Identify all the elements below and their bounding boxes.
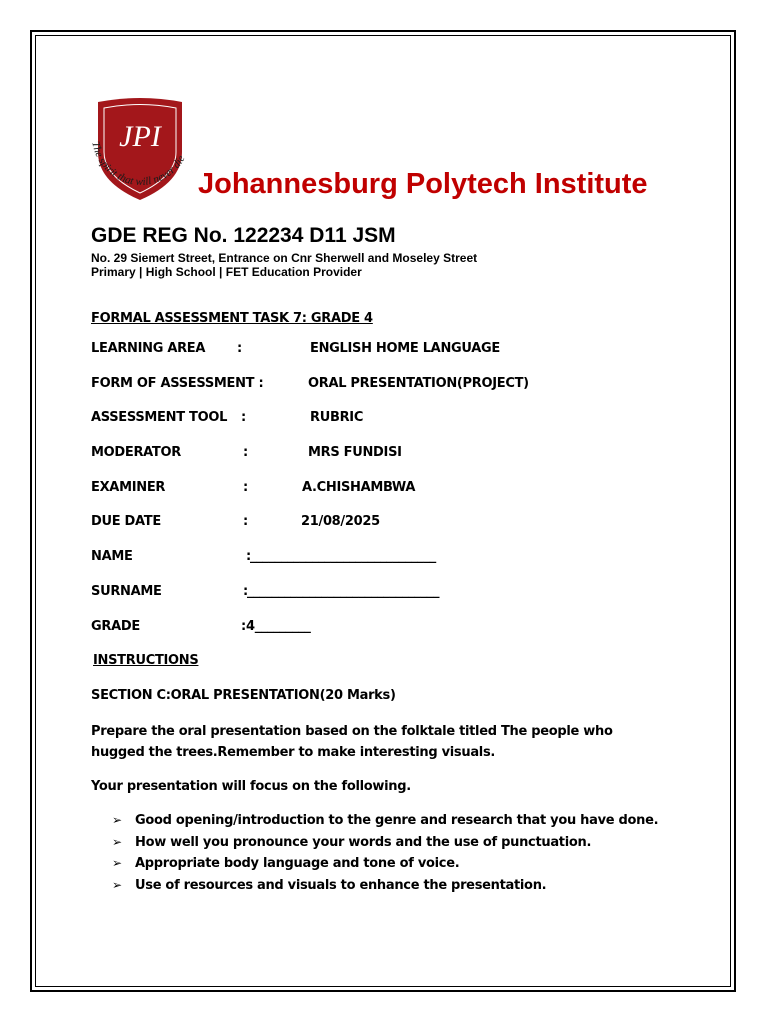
address-block [91, 251, 477, 279]
field-colon: : [237, 341, 242, 356]
field-colon: : [241, 410, 246, 425]
field-moderator [91, 445, 402, 460]
institution-name: Johannesburg Polytech Institute [198, 168, 648, 200]
grade-blank[interactable]: 4_________ [246, 619, 311, 634]
field-colon: : [241, 619, 246, 634]
field-label: MODERATOR [91, 445, 181, 460]
field-colon: : [243, 445, 248, 460]
surname-blank[interactable]: _______________________________ [247, 584, 440, 599]
field-label: SURNAME [91, 584, 162, 599]
field-value: RUBRIC [310, 410, 364, 425]
field-label: FORM OF ASSESSMENT : [91, 376, 264, 391]
instruction-paragraph: Prepare the oral presentation based on the folktale titled The people who hugged the trees.Remember to make interesting visuals. [91, 724, 613, 760]
section-title: SECTION C:ORAL PRESENTATION(20 Marks) [91, 688, 396, 703]
jpi-logo [80, 96, 200, 204]
field-examiner [91, 480, 416, 495]
field-learning-area [91, 341, 500, 356]
field-value: 21/08/2025 [301, 514, 380, 529]
arrow-bullet-icon: ➢ [112, 813, 122, 827]
arrow-bullet-icon: ➢ [112, 856, 122, 870]
field-due-date [91, 514, 380, 529]
field-colon: : [246, 549, 251, 564]
logo-monogram: JPI [119, 120, 161, 153]
registration-number: GDE REG No. 122234 D11 JSM [91, 224, 396, 247]
field-grade [91, 619, 311, 634]
field-colon: : [243, 584, 248, 599]
field-label: LEARNING AREA [91, 341, 206, 356]
field-label: GRADE [91, 619, 140, 634]
field-assessment-tool [91, 410, 364, 425]
address-line: No. 29 Siemert Street, Entrance on Cnr Sherwell and Moseley Street [91, 251, 478, 265]
field-label: DUE DATE [91, 514, 161, 529]
field-value: A.CHISHAMBWA [302, 480, 416, 495]
field-value: MRS FUNDISI [308, 445, 402, 460]
field-label: NAME [91, 549, 133, 564]
task-title: FORMAL ASSESSMENT TASK 7: GRADE 4 [91, 311, 373, 326]
field-value: ENGLISH HOME LANGUAGE [310, 341, 500, 356]
field-label: ASSESSMENT TOOL [91, 410, 228, 425]
field-value: ORAL PRESENTATION(PROJECT) [308, 376, 529, 391]
field-colon: : [243, 514, 248, 529]
focus-intro: Your presentation will focus on the following. [91, 779, 411, 794]
provider-line: Primary | High School | FET Education Provider [91, 265, 362, 279]
field-surname [91, 584, 440, 599]
instructions-heading: INSTRUCTIONS [93, 653, 199, 668]
field-label: EXAMINER [91, 480, 166, 495]
logo-motto: The spirit that will never die [89, 140, 188, 189]
arrow-bullet-icon: ➢ [112, 877, 122, 892]
name-blank[interactable]: ______________________________ [250, 549, 437, 564]
arrow-bullet-icon: ➢ [112, 834, 122, 849]
field-name [91, 549, 437, 564]
field-form-of-assessment [91, 376, 529, 391]
field-colon: : [243, 480, 248, 495]
